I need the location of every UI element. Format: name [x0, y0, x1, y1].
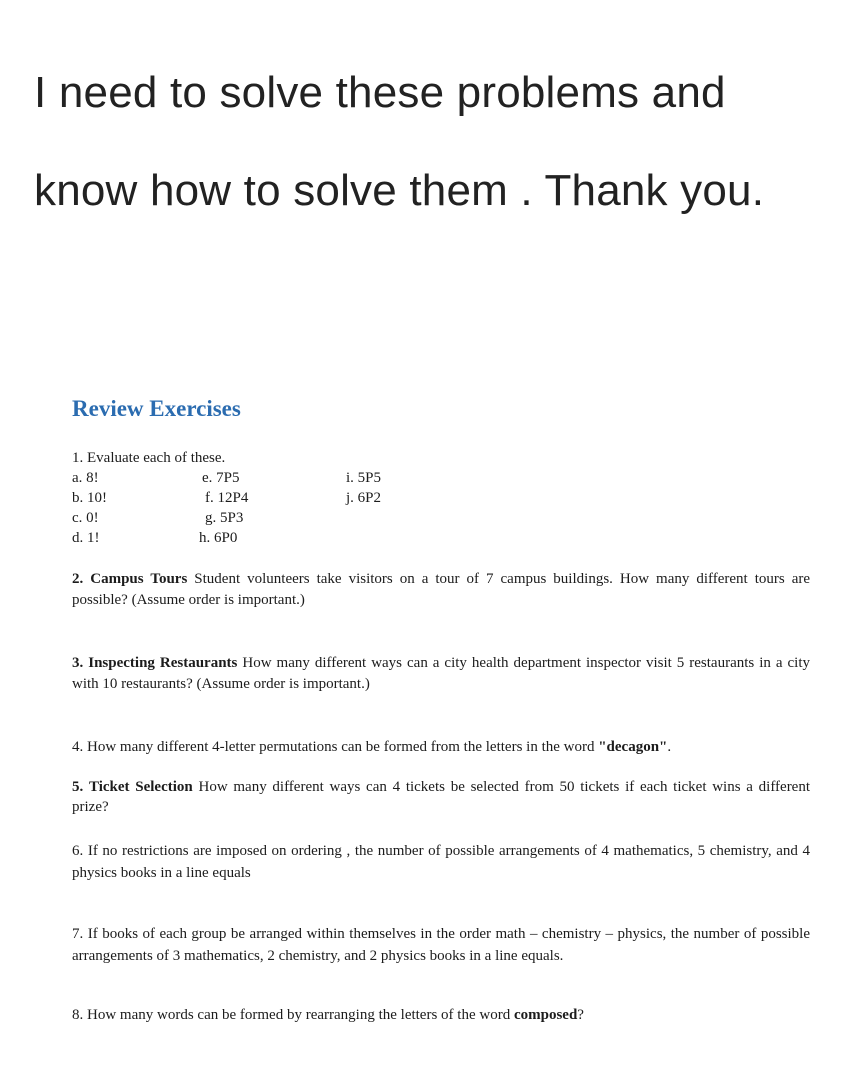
exercise-4-word: "decagon": [598, 739, 668, 755]
exercise-7: [72, 923, 810, 967]
exercise-5-text: How many different ways can 4 tickets be selected from 50 tickets if each ticket wins a different prize?: [72, 779, 811, 815]
review-heading: Review Exercises: [72, 396, 241, 421]
exercise-2-title: Campus Tours: [90, 571, 188, 587]
exercise-4-text: 4. How many different 4-letter permutations can be formed from the letters in the word: [72, 739, 599, 755]
exercise-8: [72, 1005, 810, 1026]
exercise-3: [72, 653, 810, 695]
exercise-2-number: 2.: [72, 571, 84, 587]
exercise-1-intro: 1. Evaluate each of these.: [72, 450, 226, 466]
exercise-2-text: Student volunteers take visitors on a tour of 7 campus buildings. How many different tours are possible? (Assume order is important.): [72, 571, 811, 608]
exercise-1-item: f. 12P4: [205, 490, 249, 506]
exercise-2: [72, 569, 810, 611]
exercise-1-item: e. 7P5: [202, 470, 240, 486]
exercise-1-item: i. 5P5: [346, 470, 382, 486]
question-line-2: know how to solve them . Thank you.: [34, 166, 765, 215]
exercise-4-end: .: [667, 739, 672, 755]
exercise-3-number: 3.: [72, 655, 84, 671]
exercise-1-item: c. 0!: [72, 510, 99, 526]
exercise-8-text: 8. How many words can be formed by rearranging the letters of the word: [72, 1007, 514, 1023]
exercise-8-end: ?: [577, 1007, 584, 1023]
exercise-4: [72, 737, 810, 758]
exercise-1-item: j. 6P2: [346, 490, 382, 506]
exercise-1-item: h. 6P0: [199, 530, 238, 546]
exercise-6: [72, 840, 810, 884]
exercise-1-item: b. 10!: [72, 490, 107, 506]
exercise-3-title: Inspecting Restaurants: [88, 655, 238, 671]
exercise-5-title: Ticket Selection: [88, 779, 193, 795]
exercise-8-word: composed: [513, 1007, 578, 1023]
exercise-3-text: How many different ways can a city health department inspector visit 5 restaurants in a city with 10 restaurants? (Assume order is important.): [72, 655, 811, 692]
exercise-5: [72, 777, 810, 817]
exercise-1-item: g. 5P3: [205, 510, 244, 526]
exercise-1-item: d. 1!: [72, 530, 100, 546]
exercise-6-text: 6. If no restrictions are imposed on ordering , the number of possible arrangements of 4 mathematics, 5 chemistry, and 4 physics books in a line equals: [72, 843, 810, 881]
exercise-7-text: 7. If books of each group be arranged within themselves in the order math – chemistry – physics, the number of possible arrangements of 3 mathematics, 2 chemistry, and 2 physics books in a line equals.: [72, 926, 810, 964]
exercise-5-number: 5.: [72, 779, 84, 795]
question-line-1: I need to solve these problems and: [34, 68, 726, 117]
exercise-1-item: a. 8!: [72, 470, 99, 486]
